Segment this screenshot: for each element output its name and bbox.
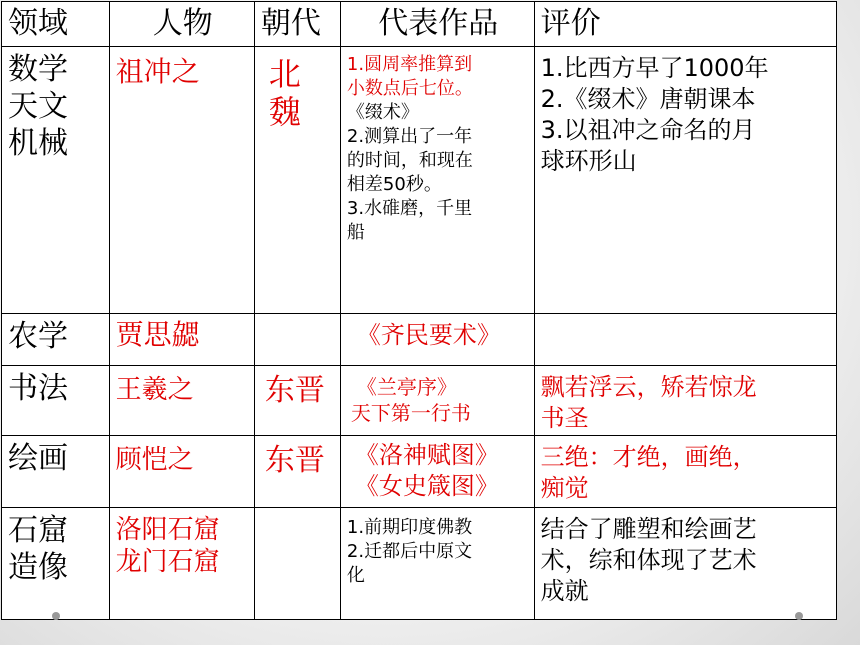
table-row (2, 314, 837, 366)
person-cell: 贾思勰 (109, 314, 254, 366)
works-cell: 《洛神赋图》 《女史箴图》 (340, 436, 534, 508)
field-cell: 绘画 (2, 436, 110, 508)
header-works: 代表作品 (340, 2, 534, 47)
person-cell: 顾恺之 (109, 436, 254, 508)
dynasty-cell: 东晋 (254, 366, 340, 436)
field-cell: 石窟 造像 (2, 508, 110, 620)
works-cell: 《兰亭序》 天下第一行书 (340, 366, 534, 436)
header-evaluation: 评价 (534, 2, 836, 47)
table-row (2, 508, 837, 620)
dynasty-cell: 东晋 (254, 436, 340, 508)
dynasty-cell (254, 508, 340, 620)
header-row (2, 2, 837, 47)
person-cell: 王羲之 (109, 366, 254, 436)
person-cell: 祖冲之 (109, 47, 254, 314)
table-row (2, 436, 837, 508)
evaluation-cell (534, 314, 836, 366)
header-person: 人物 (109, 2, 254, 47)
evaluation-cell: 结合了雕塑和绘画艺 术，综和体现了艺术 成就 (534, 508, 836, 620)
dynasty-cell: 北 魏 (254, 47, 340, 314)
decorative-dot-left (52, 612, 60, 620)
evaluation-cell: 飘若浮云，矫若惊龙 书圣 (534, 366, 836, 436)
works-cell: 1.圆周率推算到 小数点后七位。 《缀术》 2.测算出了一年 的时间，和现在 相差50秒。 3.水碓磨，千里 船 (340, 47, 534, 314)
field-cell: 数学 天文 机械 (2, 47, 110, 314)
field-cell: 农学 (2, 314, 110, 366)
table-row (2, 47, 837, 314)
field-cell: 书法 (2, 366, 110, 436)
header-field: 领域 (2, 2, 110, 47)
table-row (2, 366, 837, 436)
works-cell: 1.前期印度佛教 2.迁都后中原文 化 (340, 508, 534, 620)
dynasty-cell (254, 314, 340, 366)
decorative-dot-right (795, 612, 803, 620)
person-cell: 洛阳石窟 龙门石窟 (109, 508, 254, 620)
header-dynasty: 朝代 (254, 2, 340, 47)
history-achievements-table (1, 1, 837, 620)
evaluation-cell: 1.比西方早了1000年 2.《缀术》唐朝课本 3.以祖冲之命名的月 球环形山 (534, 47, 836, 314)
evaluation-cell: 三绝：才绝，画绝， 痴觉 (534, 436, 836, 508)
works-cell: 《齐民要术》 (340, 314, 534, 366)
